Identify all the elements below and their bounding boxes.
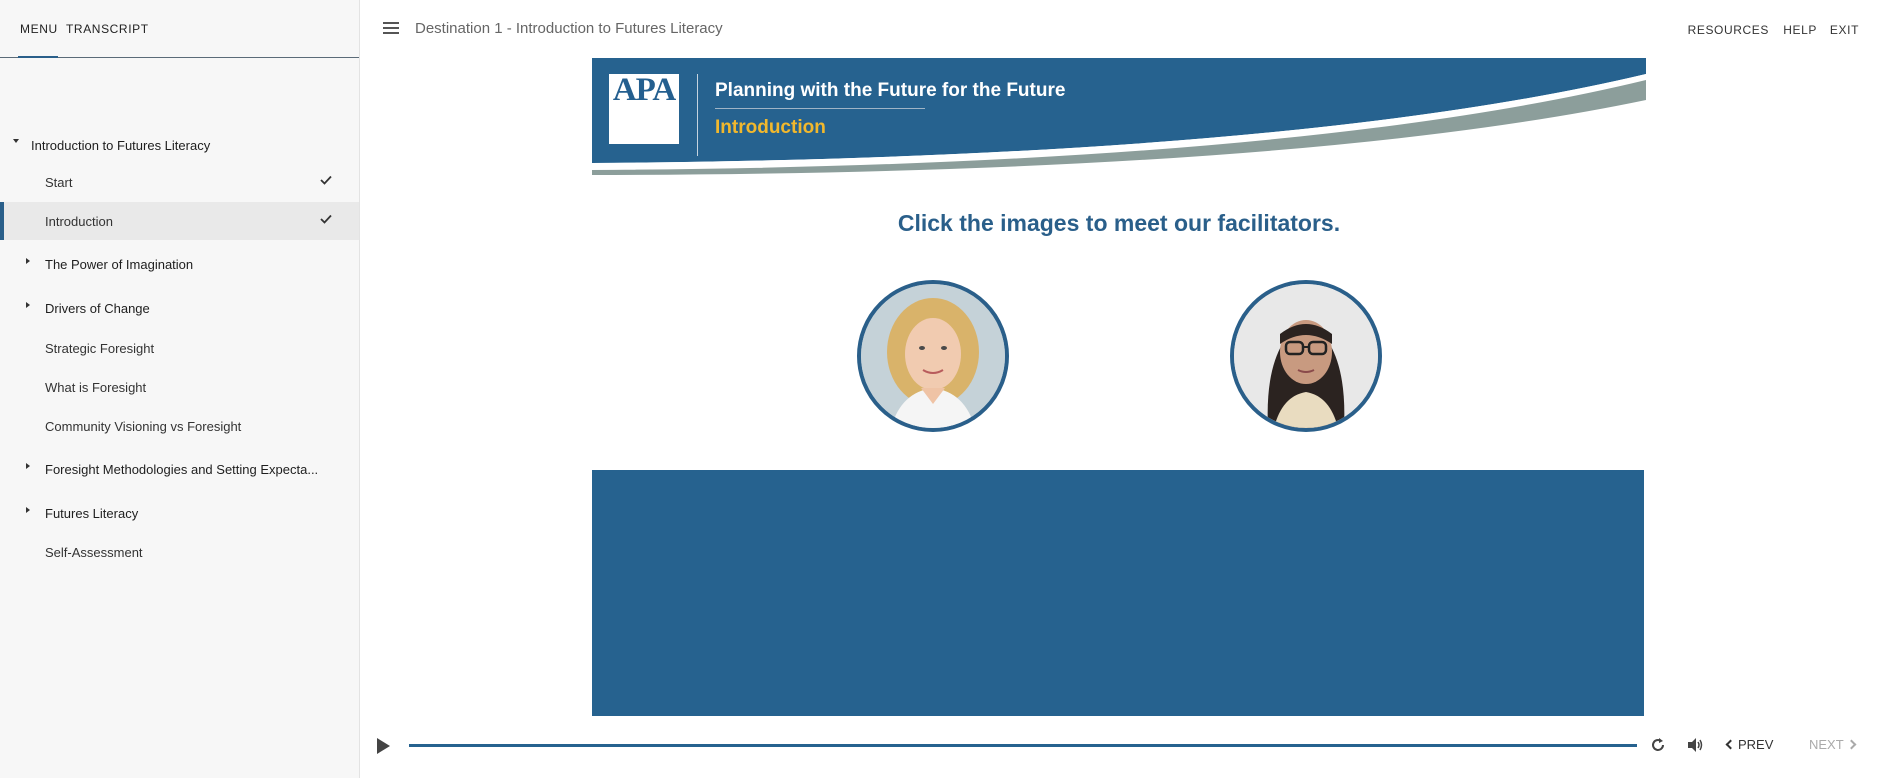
exit-link[interactable]: EXIT — [1829, 23, 1859, 37]
prev-label: PREV — [1738, 737, 1774, 752]
chevron-right-icon — [1846, 740, 1856, 750]
facilitator-photo-1[interactable] — [857, 280, 1009, 432]
sidebar-item-label: Foresight Methodologies and Setting Expecta... — [45, 462, 319, 477]
slide-instruction: Click the images to meet our facilitators. — [897, 210, 1341, 236]
sidebar-item[interactable] — [0, 494, 359, 532]
sidebar-item[interactable] — [0, 245, 359, 283]
volume-icon[interactable] — [1686, 736, 1704, 754]
banner-subtitle: Introduction — [715, 117, 826, 138]
chevron-left-icon — [1726, 740, 1736, 750]
sidebar-item-label: Strategic Foresight — [45, 341, 155, 356]
sidebar-tabs — [0, 0, 359, 58]
next-label: NEXT — [1809, 737, 1844, 752]
seek-bar[interactable] — [409, 744, 1637, 747]
facilitator-2-portrait — [1234, 284, 1378, 428]
sidebar-item[interactable] — [0, 407, 359, 445]
sidebar-item[interactable] — [0, 126, 359, 164]
active-tab-indicator — [18, 56, 58, 58]
checkmark-icon — [319, 173, 333, 187]
slide-content — [592, 58, 1646, 718]
banner-title: Planning with the Future for the Future — [715, 80, 1066, 101]
sidebar-item-label: Introduction to Futures Literacy — [31, 138, 211, 153]
top-bar — [361, 0, 1879, 58]
slide-banner — [592, 58, 1646, 176]
facilitator-1-portrait — [861, 284, 1005, 428]
sidebar-item-label: Community Visioning vs Foresight — [45, 419, 242, 434]
replay-icon[interactable] — [1649, 736, 1667, 754]
sidebar-item-label: Self-Assessment — [45, 545, 143, 560]
caret-right-icon[interactable] — [26, 507, 30, 513]
player-controls — [361, 718, 1879, 778]
caret-right-icon[interactable] — [26, 258, 30, 264]
apa-logo: APA — [612, 72, 676, 108]
course-breadcrumb: Destination 1 - Introduction to Futures Literacy — [415, 20, 723, 37]
checkmark-icon — [319, 212, 333, 226]
sidebar-item[interactable] — [0, 533, 359, 571]
facilitator-photo-2[interactable] — [1230, 280, 1382, 432]
content-panel — [592, 470, 1644, 716]
banner-rule — [715, 108, 925, 109]
prev-button[interactable] — [1727, 737, 1773, 752]
play-icon[interactable] — [377, 738, 390, 754]
caret-down-icon[interactable] — [13, 139, 19, 143]
sidebar-item-label: Futures Literacy — [45, 506, 139, 521]
next-button[interactable] — [1809, 737, 1855, 752]
sidebar-item[interactable] — [0, 450, 359, 488]
resources-link[interactable]: RESOURCES — [1687, 23, 1769, 37]
sidebar-item[interactable] — [0, 289, 359, 327]
caret-right-icon[interactable] — [26, 302, 30, 308]
hamburger-menu-icon[interactable] — [383, 22, 399, 36]
sidebar-item[interactable] — [0, 329, 359, 367]
help-link[interactable]: HELP — [1783, 23, 1817, 37]
sidebar-item-label: Introduction — [45, 214, 113, 229]
sidebar-item[interactable] — [0, 368, 359, 406]
sidebar-item[interactable] — [0, 202, 359, 240]
sidebar-item-label: Start — [45, 175, 73, 190]
caret-right-icon[interactable] — [26, 463, 30, 469]
tab-menu[interactable]: MENU — [20, 22, 58, 36]
sidebar-item-label: Drivers of Change — [45, 301, 150, 316]
tab-transcript[interactable]: TRANSCRIPT — [66, 22, 149, 36]
sidebar — [0, 0, 360, 778]
sidebar-item[interactable] — [0, 163, 359, 201]
sidebar-item-label: The Power of Imagination — [45, 257, 194, 272]
sidebar-item-label: What is Foresight — [45, 380, 147, 395]
banner-divider — [697, 74, 698, 156]
